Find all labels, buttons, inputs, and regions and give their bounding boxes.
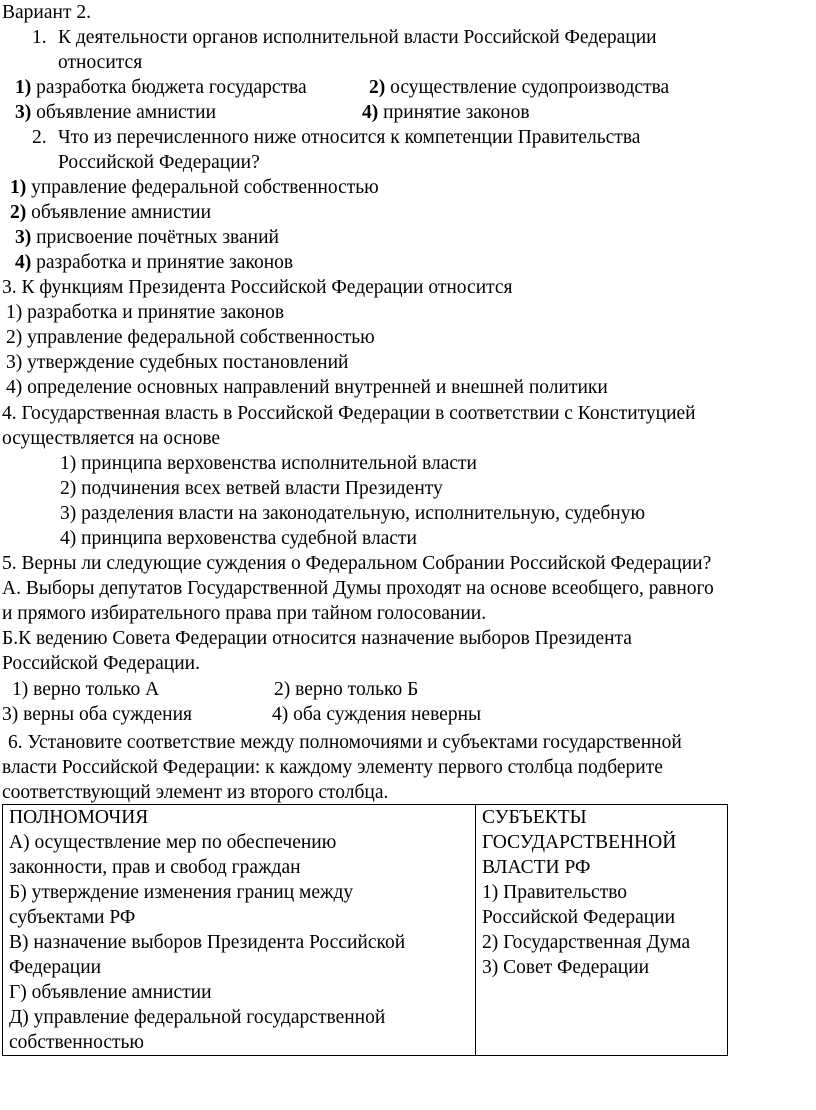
subjects-header-line1: СУБЪЕКТЫ — [482, 807, 587, 828]
q4-option-3: 3) разделения власти на законодательную, исполнительную, судебную — [60, 503, 646, 524]
q3-option-1: 1) разработка и принятие законов — [6, 302, 285, 323]
q1-option-1-num: 1) — [15, 77, 32, 98]
powers-column — [3, 805, 476, 1056]
q2-text-line1: Что из перечисленного ниже относится к компетенции Правительства — [58, 127, 641, 148]
q1-text-line1: К деятельности органов исполнительной власти Российской Федерации — [58, 27, 657, 48]
q2-option-3 — [15, 225, 279, 250]
power-b-line1: Б) утверждение изменения границ между — [9, 882, 354, 903]
q1-option-1-text: разработка бюджета государства — [36, 77, 307, 98]
q4-text-line1: 4. Государственная власть в Российской Федерации в соответствии с Конституцией — [2, 403, 696, 424]
table-row — [3, 805, 728, 1056]
q4-option-4: 4) принципа верховенства судебной власти — [60, 528, 417, 549]
q4-option-2: 2) подчинения всех ветвей власти Президенту — [60, 478, 443, 499]
q2-option-4-num: 4) — [15, 252, 32, 273]
q6-text-line1: 6. Установите соответствие между полномочиями и субъектами государственной — [8, 732, 682, 753]
subject-3: 3) Совет Федерации — [482, 957, 650, 978]
q2-text-line2: Российской Федерации? — [58, 152, 260, 173]
q3-option-4: 4) определение основных направлений внутренней и внешней политики — [6, 377, 608, 398]
q3-option-2: 2) управление федеральной собственностью — [6, 327, 375, 348]
q1-text-line2: относится — [58, 52, 143, 73]
q2-number: 2. — [32, 127, 47, 148]
q1-option-2 — [369, 75, 669, 100]
q5-option-4: 4) оба суждения неверны — [272, 704, 482, 725]
power-d-line1: Д) управление федеральной государственной — [9, 1007, 386, 1028]
q1-number: 1. — [32, 27, 47, 48]
power-v-line1: В) назначение выборов Президента Российской — [9, 932, 406, 953]
q1-option-4-text: принятие законов — [383, 102, 530, 123]
q3-option-3: 3) утверждение судебных постановлений — [6, 352, 349, 373]
subjects-column — [476, 805, 728, 1056]
q2-option-3-text: присвоение почётных званий — [36, 227, 279, 248]
q2-option-1 — [10, 175, 379, 200]
q6-text-line2: власти Российской Федерации: к каждому элементу первого столбца подберите — [2, 757, 663, 778]
subject-1-line1: 1) Правительство — [482, 882, 628, 903]
q1-option-2-num: 2) — [369, 77, 386, 98]
subjects-header-line2: ГОСУДАРСТВЕННОЙ — [482, 832, 677, 853]
q2-option-2-num: 2) — [10, 202, 27, 223]
powers-header: ПОЛНОМОЧИЯ — [9, 807, 149, 828]
q2-option-1-num: 1) — [10, 177, 27, 198]
q2-option-3-num: 3) — [15, 227, 32, 248]
q3-text: 3. К функциям Президента Российской Федерации относится — [2, 277, 513, 298]
q4-text-line2: осуществляется на основе — [2, 428, 221, 449]
q1-option-3 — [15, 100, 216, 125]
subject-1-line2: Российской Федерации — [482, 907, 676, 928]
power-b-line2: субъектами РФ — [9, 907, 136, 928]
q5-statement-a-line1: А. Выборы депутатов Государственной Думы проходят на основе всеобщего, равного — [2, 578, 714, 599]
q6-text-line3: соответствующий элемент из второго столбца. — [2, 782, 389, 803]
q1-option-1 — [15, 75, 307, 100]
q5-text: 5. Верны ли следующие суждения о Федеральном Собрании Российской Федерации? — [2, 553, 712, 574]
power-a-line2: законности, прав и свобод граждан — [9, 857, 301, 878]
q2-option-2 — [10, 200, 211, 225]
subjects-header-line3: ВЛАСТИ РФ — [482, 857, 591, 878]
q5-statement-b-line1: Б.К ведению Совета Федерации относится назначение выборов Президента — [2, 628, 632, 649]
power-v-line2: Федерации — [9, 957, 102, 978]
q5-option-2: 2) верно только Б — [274, 679, 419, 700]
power-a-line1: А) осуществление мер по обеспечению — [9, 832, 337, 853]
q1-option-3-num: 3) — [15, 102, 32, 123]
q5-statement-a-line2: и прямого избирательного права при тайном голосовании. — [2, 603, 487, 624]
q2-option-4 — [15, 250, 293, 275]
q1-option-4-num: 4) — [362, 102, 379, 123]
q1-option-4 — [362, 100, 530, 125]
q2-option-1-text: управление федеральной собственностью — [31, 177, 379, 198]
subject-2: 2) Государственная Дума — [482, 932, 691, 953]
q5-statement-b-line2: Российской Федерации. — [2, 653, 200, 674]
q1-option-2-text: осуществление судопроизводства — [390, 77, 670, 98]
q5-option-1: 1) верно только А — [12, 679, 160, 700]
q5-option-3: 3) верны оба суждения — [2, 704, 193, 725]
page-title: Вариант 2. — [2, 2, 91, 23]
matching-table — [2, 804, 728, 1056]
q4-option-1: 1) принципа верховенства исполнительной власти — [60, 453, 477, 474]
q2-option-2-text: объявление амнистии — [31, 202, 212, 223]
q2-option-4-text: разработка и принятие законов — [36, 252, 294, 273]
power-d-line2: собственностью — [9, 1032, 144, 1053]
q1-option-3-text: объявление амнистии — [36, 102, 217, 123]
power-g: Г) объявление амнистии — [9, 982, 212, 1003]
